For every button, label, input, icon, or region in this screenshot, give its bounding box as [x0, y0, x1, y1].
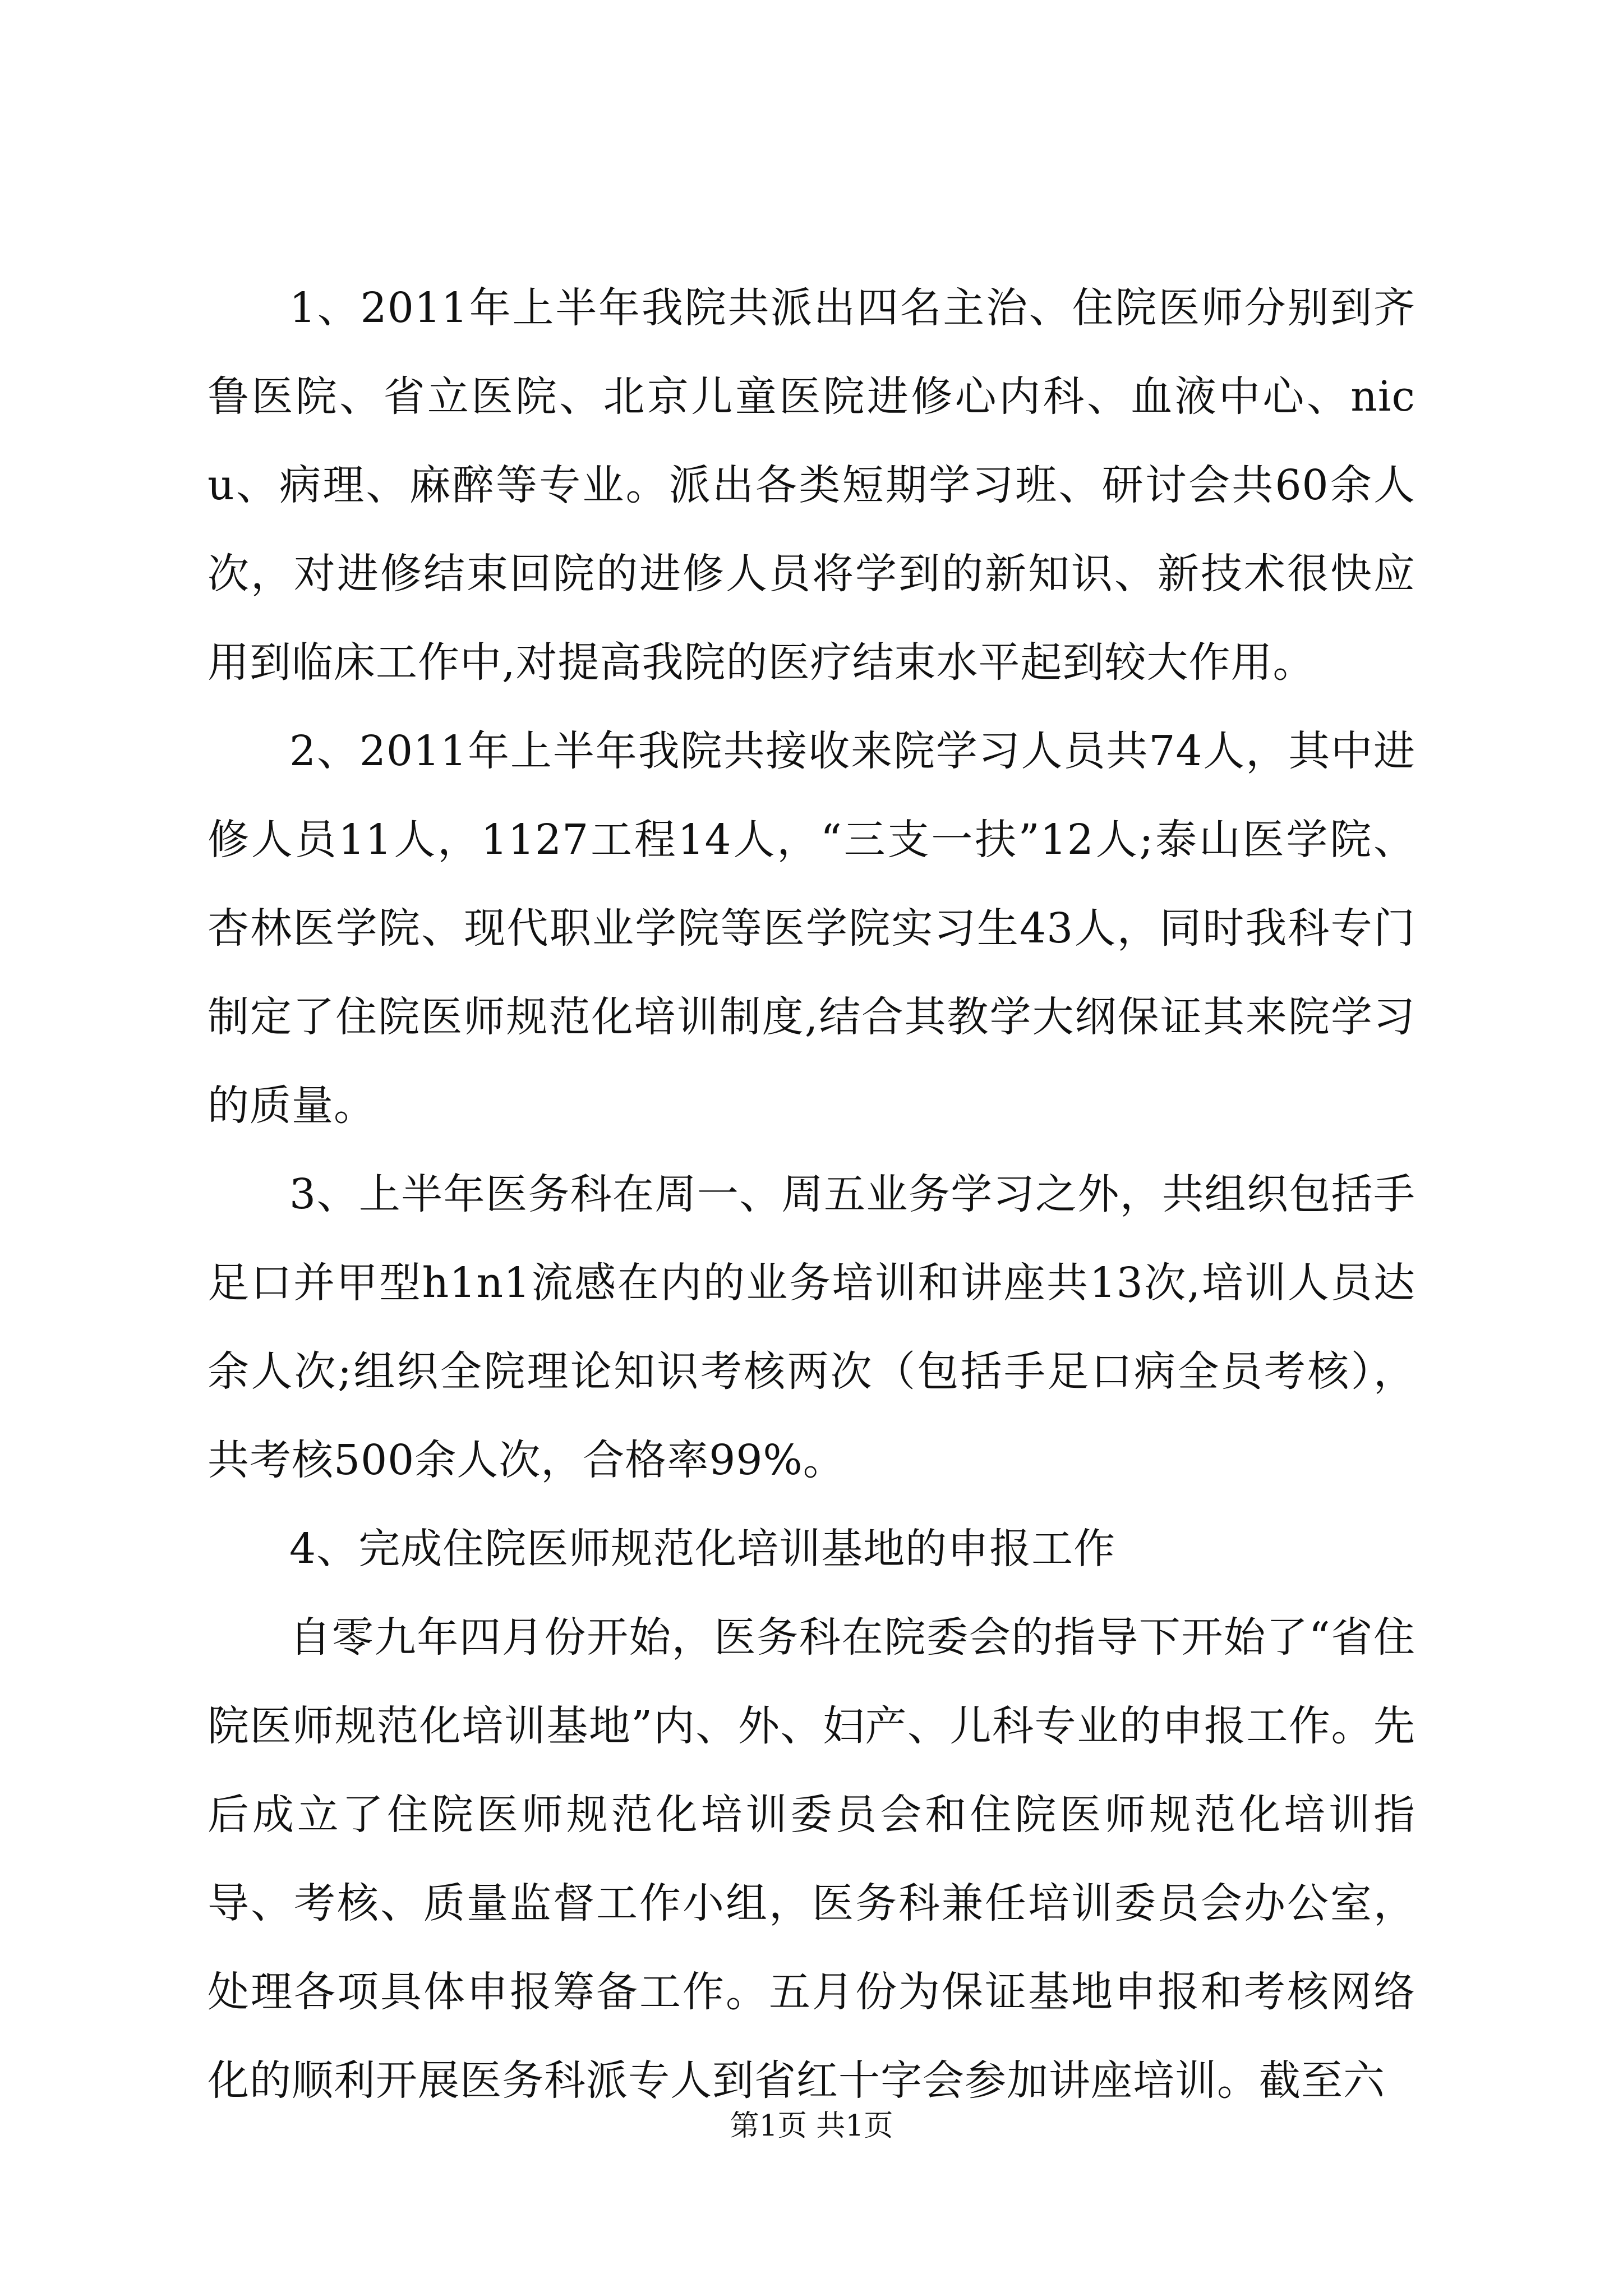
- paragraph-2: 2、2011年上半年我院共接收来院学习人员共74人，其中进修人员11人，1127工程14人，“三支一扶”12人;泰山医学院、杏林医学院、现代职业学院等医学院实习生43人，同时我科专门制定了住院医师规范化培训制度,结合其教学大纲保证其来院学习的质量。: [208, 727, 1415, 1130]
- paragraph-1: 1、2011年上半年我院共派出四名主治、住院医师分别到齐鲁医院、省立医院、北京儿童医院进修心内科、血液中心、nicu、病理、麻醉等专业。派出各类短期学习班、研讨会共60余人次，对进修结束回院的进修人员将学到的新知识、新技术很快应用到临床工作中,对提高我院的医疗结束水平起到较大作用。: [208, 284, 1415, 687]
- paragraph-5: 自零九年四月份开始，医务科在院委会的指导下开始了“省住院医师规范化培训基地”内、外、妇产、儿科专业的申报工作。先后成立了住院医师规范化培训委员会和住院医师规范化培训指导、考核、质量监督工作小组，医务科兼任培训委员会办公室，处理各项具体申报筹备工作。五月份为保证基地申报和考核网络化的顺利开展医务科派专人到省红十字会参加讲座培训。截至六: [208, 1613, 1415, 2105]
- paragraph-3: 3、上半年医务科在周一、周五业务学习之外，共组织包括手足口并甲型h1n1流感在内的业务培训和讲座共13次,培训人员达余人次;组织全院理论知识考核两次（包括手足口病全员考核），共考核500余人次，合格率99%。: [208, 1170, 1415, 1484]
- document-body: [208, 264, 1415, 2125]
- paragraph-4-heading: 4、完成住院医师规范化培训基地的申报工作: [289, 1525, 1116, 1573]
- page-footer: 第1页 共1页: [730, 2109, 893, 2143]
